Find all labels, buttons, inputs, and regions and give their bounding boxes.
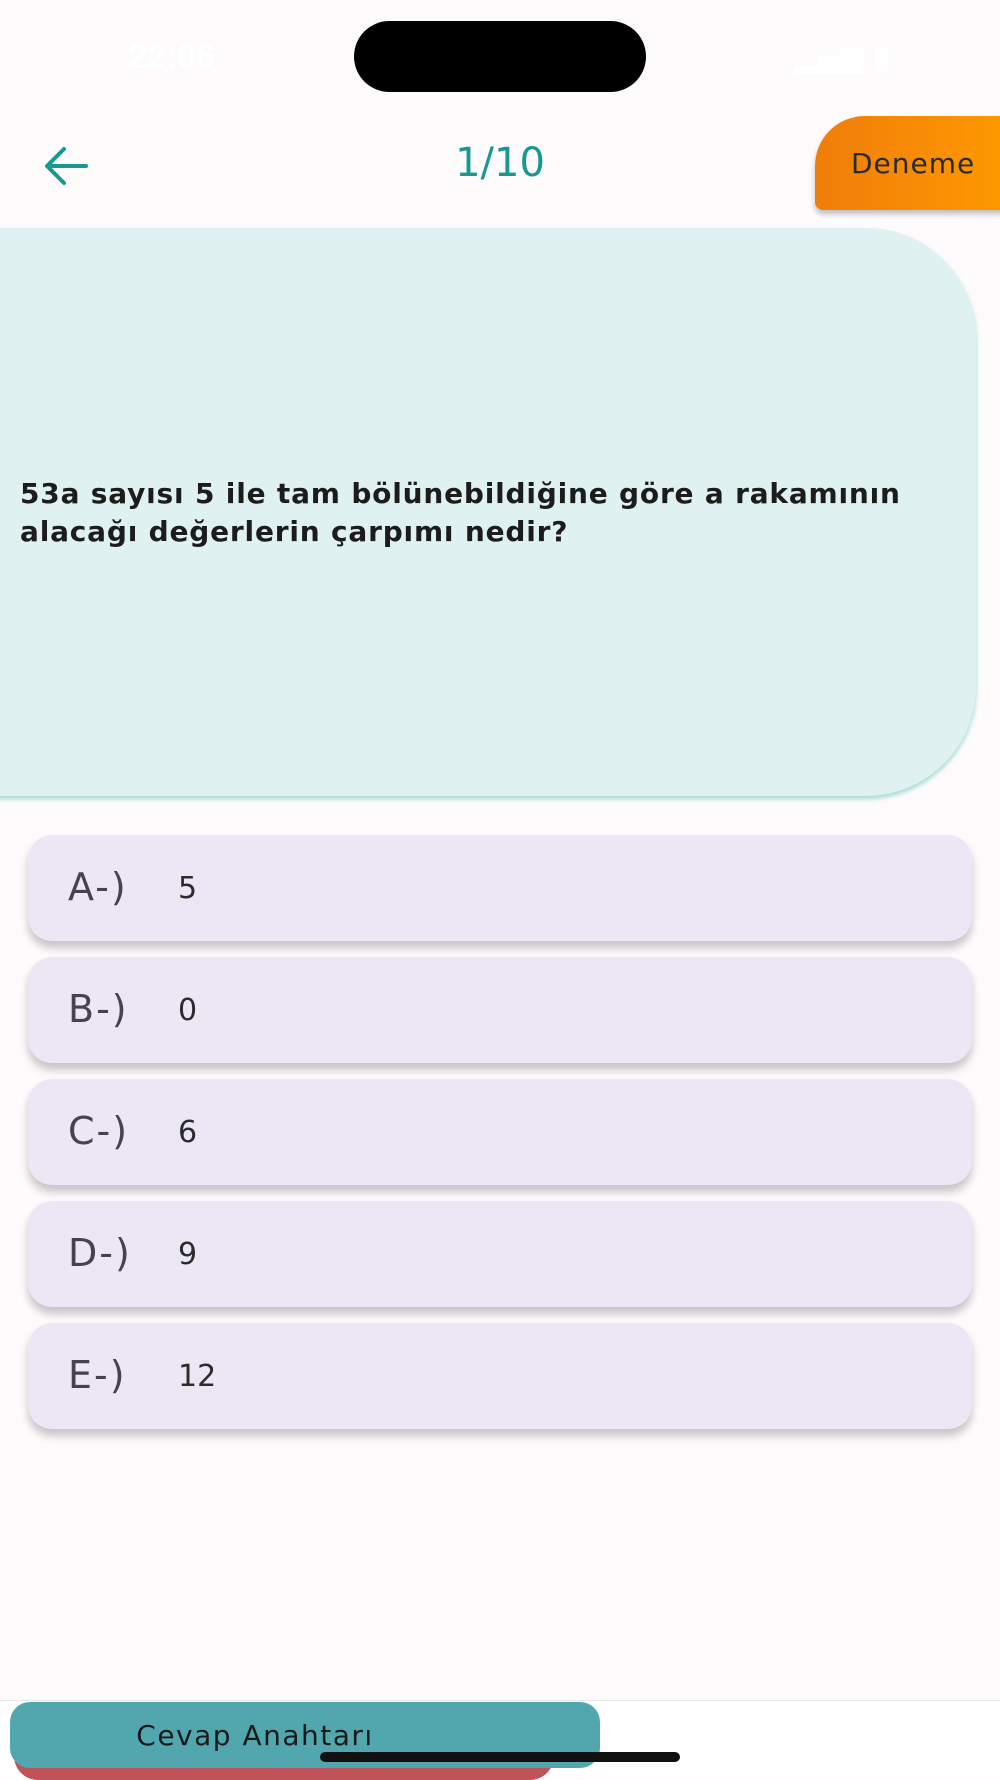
status-icons: ▂▄▆ ▮: [794, 40, 890, 75]
answer-key-button[interactable]: Cevap Anahtarı: [10, 1702, 600, 1768]
option-letter: E-): [68, 1353, 127, 1397]
option-c[interactable]: [28, 1079, 972, 1185]
option-d[interactable]: [28, 1201, 972, 1307]
option-e[interactable]: [28, 1323, 972, 1429]
arrow-left-icon: [38, 138, 94, 194]
option-a[interactable]: [28, 835, 972, 941]
option-value: 6: [178, 1115, 198, 1150]
option-b[interactable]: [28, 957, 972, 1063]
dynamic-island: [354, 21, 646, 92]
home-indicator[interactable]: [320, 1752, 680, 1762]
option-letter: B-): [68, 987, 129, 1031]
deneme-button[interactable]: Deneme: [815, 116, 1000, 210]
option-letter: A-): [68, 865, 128, 909]
option-value: 9: [178, 1237, 198, 1272]
option-value: 5: [178, 871, 198, 906]
status-time: 22:06: [128, 38, 215, 76]
option-letter: D-): [68, 1231, 132, 1275]
back-button[interactable]: [38, 138, 94, 194]
question-text: 53a sayısı 5 ile tam bölünebildiğine göre a rakamının alacağı değerlerin çarpımı nedir?: [20, 477, 901, 548]
page-counter: 1/10: [455, 140, 545, 186]
option-letter: C-): [68, 1109, 130, 1153]
option-value: 12: [178, 1359, 217, 1394]
option-value: 0: [178, 993, 198, 1028]
